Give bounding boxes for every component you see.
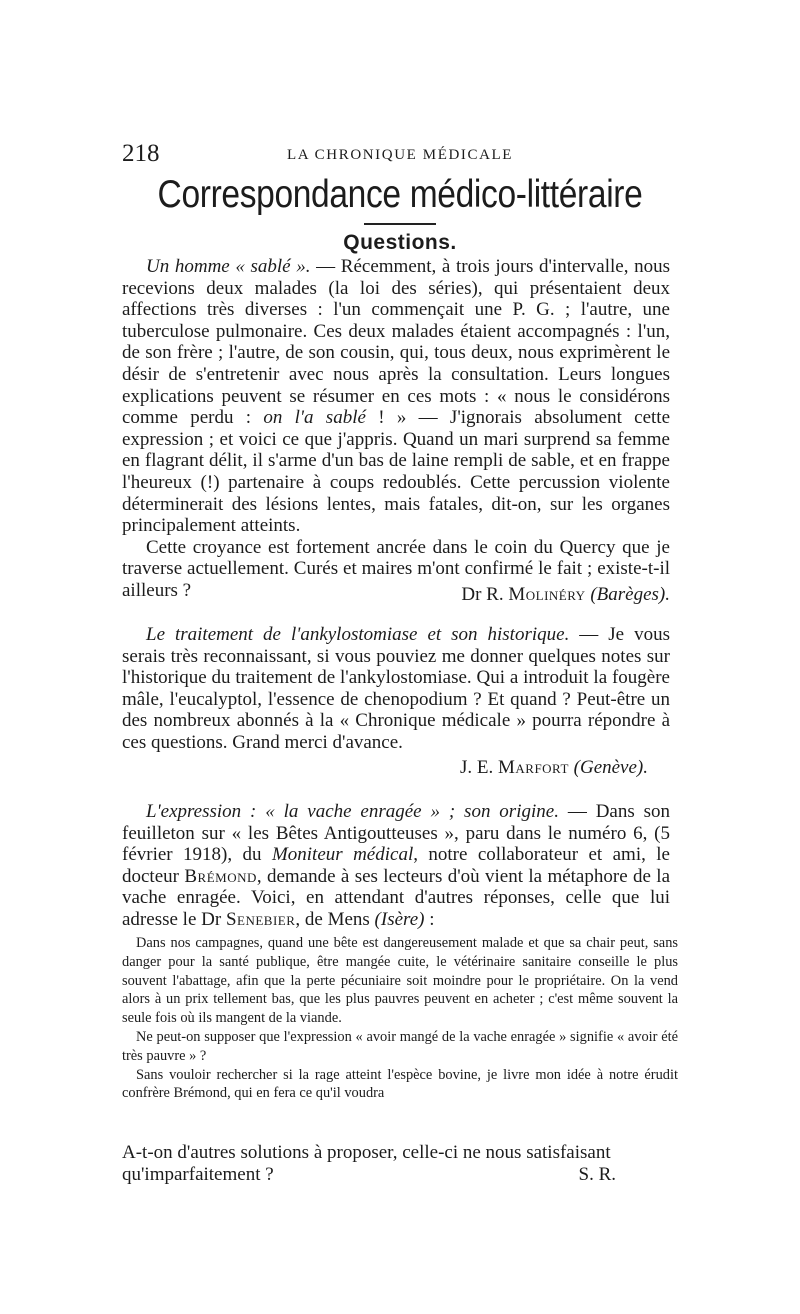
journal-title: LA CHRONIQUE MÉDICALE	[286, 147, 514, 163]
q2-paragraph	[122, 624, 670, 754]
q3-senebier: Senebier	[225, 908, 296, 930]
quote-paragraph-3: Sans vouloir rechercher si la rage atteint l'espèce bovine, je livre mon idée à notre érudit confrère Brémond, qui en fera ce qu'il voudra	[122, 1066, 678, 1102]
q1-signature-place: (Barèges).	[590, 584, 670, 605]
q3-text-c: , demande à ses lecteurs d'où vient la métaphore de la vache enragée. Voici, en attendant d'autres réponses, celle que lui adresse le Dr	[122, 865, 670, 930]
q3-text-d: , de Mens	[295, 908, 375, 930]
q1-quote: on l'a sablé	[263, 407, 366, 429]
quoted-reply	[122, 934, 678, 1103]
quote-paragraph-2: Ne peut-on supposer que l'expression « avoir mangé de la vache enragée » signifie « avoir été très pauvre » ?	[122, 1028, 678, 1064]
q3-title: L'expression : « la vache enragée » ; son origine.	[146, 801, 559, 822]
q3-text-b: , notre collaborateur et ami, le docteur	[122, 844, 670, 887]
q3-paragraph	[122, 801, 670, 931]
q2-title: Le traitement de l'ankylostomiase et son historique.	[146, 624, 570, 645]
title-rule	[364, 223, 436, 225]
q2-text: — Je vous serais très reconnaissant, si vous pouviez me donner quelques notes sur l'historique du traitement de l'ankylostomiase. Qui a introduit la fougère mâle, l'eucalyptol, l'essence de chenopodium ? Et quand ? Peut-être un des nombreux abonnés à la « Chronique médicale » pourra répondre à ces questions. Grand merci d'avance.	[122, 624, 670, 753]
q2-signature-name: Marfort	[497, 757, 569, 778]
closing-row	[122, 1164, 678, 1186]
q1-text-b: ! » — J'ignorais absolument cette expression ; et voici ce que j'appris. Quand un mari surprend sa femme en flagrant délit, il s'arme d'un bas de laine rempli de sable, et en frappe l'heureux (!) partenaire à coups redoublés. Cette percussion violente déterminerait des lésions lentes, mais fatales, dit-on, sur les organes principalement atteints.	[122, 407, 670, 537]
q1-paragraph-1	[122, 256, 670, 537]
q1-paragraph-2: Cette croyance est fortement ancrée dans le coin du Quercy que je traverse actuellement. Curés et maires m'ont confirmé le fait ; existe-t-il ailleurs ?	[122, 536, 670, 601]
closing-signature: S. R.	[578, 1163, 616, 1185]
q1-signature	[350, 584, 670, 606]
question-vache-enragee	[122, 801, 670, 931]
q2-signature	[300, 757, 648, 779]
q3-moniteur: Moniteur médical	[271, 844, 414, 866]
closing-line-2: qu'imparfaitement ?	[122, 1163, 274, 1185]
quote-paragraph-1: Dans nos campagnes, quand une bête est dangereusement malade et que sa chair peut, sans danger pour la santé publique, être mangée cuite, le vétérinaire sanitaire conseille le plus souvent l'abattage, afin que la perte pécuniaire soit moindre pour le propriétaire. On la vend alors à un prix tellement bas, que les plus pauvres peuvent en acheter ; c'est même souvent la seule fois où ils mangent de la viande.	[122, 935, 678, 1027]
questions-subhead: Questions.	[343, 231, 457, 254]
q3-text-a: — Dans son feuilleton sur « les Bêtes Antigoutteuses », paru dans le numéro 6, (5 février 1918), du	[122, 801, 670, 866]
q1-text-a: — Récemment, à trois jours d'intervalle, nous recevions deux malades (la loi des séries), qui présentaient deux affections très diverses : l'un commençait une P. G. ; l'autre, une tuberculose pulmonaire. Ces deux malades étaient accompagnés : l'un, de son frère ; l'autre, de son cousin, qui, tous deux, nous exprimèrent le désir de s'entretenir avec nous après la consultation. Leurs longues explications peuvent se résumer en ces mots : « nous le considérons comme perdu :	[122, 256, 671, 429]
question-homme-sable	[122, 256, 670, 602]
q3-text-e: :	[424, 908, 435, 930]
q3-isere: (Isère)	[374, 908, 425, 930]
q1-title: Un homme « sablé ».	[146, 256, 311, 277]
section-title: Correspondance médico-littéraire	[157, 173, 643, 216]
q1-signature-name: Molinéry	[508, 584, 586, 605]
question-ankylostomiase	[122, 624, 670, 754]
q2-signature-prefix: J. E.	[459, 757, 498, 778]
q2-signature-place: (Genève).	[573, 757, 648, 778]
closing-note	[122, 1142, 678, 1185]
page-number: 218	[122, 140, 160, 167]
running-head	[122, 140, 678, 170]
q3-bremond: Brémond	[184, 865, 257, 887]
q1-signature-prefix: Dr R.	[461, 584, 509, 605]
closing-line-1: A-t-on d'autres solutions à proposer, celle-ci ne nous satisfaisant	[122, 1142, 611, 1163]
